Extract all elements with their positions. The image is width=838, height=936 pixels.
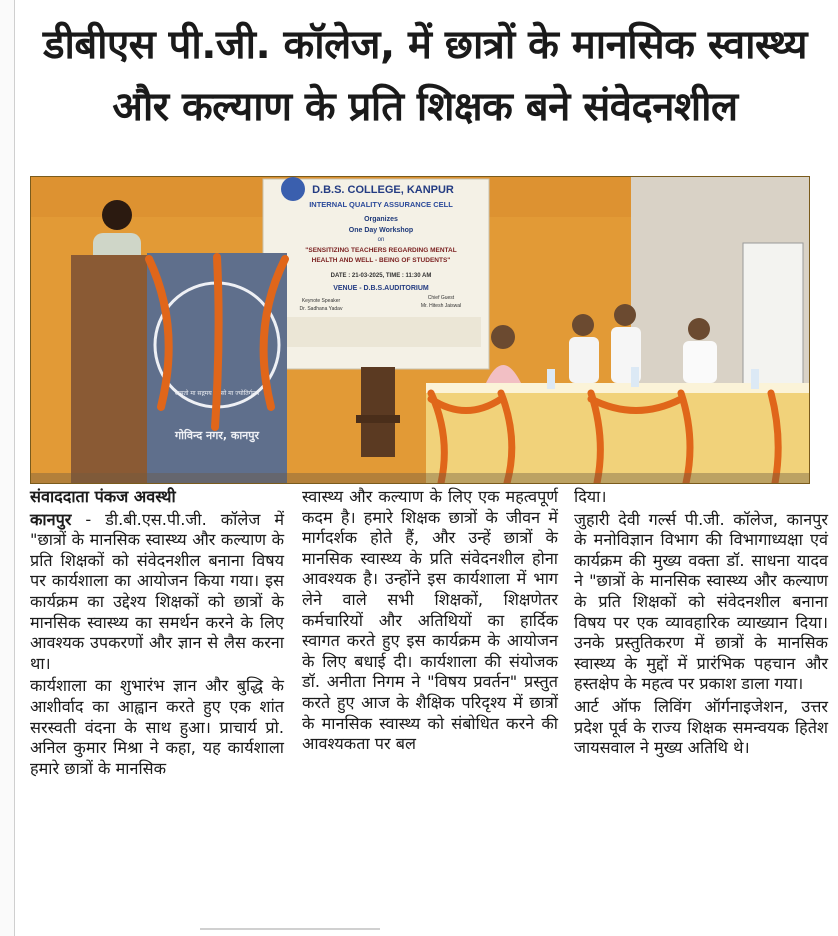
banner-topic-1: "SENSITIZING TEACHERS REGARDING MENTAL xyxy=(305,247,457,254)
headline-line-2: और कल्याण के प्रति शिक्षक बने संवेदनशील xyxy=(112,84,738,130)
dateline-place: कानपुर xyxy=(30,509,72,529)
banner-keynote-name: Dr. Sadhana Yadav xyxy=(299,306,343,312)
article-column-2 xyxy=(302,487,558,757)
photo-chair xyxy=(361,367,395,457)
banner-topic-2: HEALTH AND WELL - BEING OF STUDENTS" xyxy=(311,257,451,264)
banner-on: on xyxy=(377,237,385,243)
byline: संवाददाता पंकज अवस्थी xyxy=(30,487,176,506)
page-edge-strip xyxy=(0,0,15,936)
banner-cell: INTERNAL QUALITY ASSURANCE CELL xyxy=(309,200,453,209)
article-column-1 xyxy=(30,487,284,781)
banner-date: DATE : 21-03-2025, TIME : 11:30 AM xyxy=(330,273,432,279)
banner-venue: VENUE - D.B.S.AUDITORIUM xyxy=(333,285,429,292)
event-photo xyxy=(30,176,810,484)
article-body xyxy=(30,487,828,927)
headline xyxy=(22,14,828,138)
column-2-paragraph-1: स्वास्थ्य और कल्याण के लिए एक महत्वपूर्ण कदम है। हमारे शिक्षक छात्रों के जीवन में मार्गदर्शक होते हैं, और उन्हें छात्रों के मानसिक स्वास्थ्य के प्रति संवेदनशील होना आवश्यक है। उन्होंने इस कार्यशाला में भाग लेने वाले सभी शिक्षकों, शिक्षणेतर कर्मचारियों और अतिथियों का हार्दिक स्वागत करते हुए इस कार्यक्रम के आयोजन के लिए बधाई दी। कार्यशाला की संयोजक डॉ. अनीता निगम ने "विषय प्रवर्तन" प्रस्तुत करते हुए आज के शैक्षिक परिदृश्य में छात्रों के मानसिक स्वास्थ्य को संबोधित करने की आवश्यकता पर बल xyxy=(302,487,558,754)
banner-chief-guest-name: Mr. Hitesh Jaiswal xyxy=(420,303,462,309)
banner-workshop: One Day Workshop xyxy=(348,227,414,234)
column-1-paragraph-1: - डी.बी.एस.पी.जी. कॉलेज में "छात्रों के मानसिक स्वास्थ्य और कल्याण के प्रति शिक्षकों को संवेदनशील बनाना विषय पर कार्यशाला का आयोजन किया गया। इस कार्यक्रम का उद्देश्य शिक्षकों को छात्रों के मानसिक स्वास्थ्य का समर्थन करने के लिए आवश्यक उपकरणों और ज्ञान से लैस करना था। xyxy=(30,509,284,673)
podium-motto: असतो मा सद्गमय तमसो मा ज्योतिर्गमय xyxy=(174,390,260,397)
column-1-paragraph-2: कार्यशाला का शुभारंभ ज्ञान और बुद्धि के आशीर्वाद का आह्वान करते हुए एक शांत सरस्वती वंदना के साथ हुआ। प्राचार्य प्रो. अनिल कुमार मिश्रा ने कहा, यह कार्यशाला हमारे छात्रों के मानसिक xyxy=(30,676,284,778)
headline-line-1: डीबीएस पी.जी. कॉलेज, में छात्रों के मानसिक स्वास्थ्य xyxy=(43,22,807,68)
column-3-paragraph-2: जुहारी देवी गर्ल्स पी.जी. कॉलेज, कानपुर के मनोविज्ञान विभाग की विभागाध्यक्षा एवं कार्यक्रम की मुख्य वक्ता डॉ. साधना यादव ने "छात्रों के मानसिक स्वास्थ्य और कल्याण के प्रति शिक्षकों को संवेदनशील बनाना विषय पर एक व्यावहारिक व्याख्यान दिया। उनके प्रस्तुतिकरण में छात्रों के मानसिक स्वास्थ्य के मुद्दों में प्रारंभिक पहचान और हस्तक्षेप के महत्व पर प्रकाश डाला गया। xyxy=(574,509,828,694)
banner-college: D.B.S. COLLEGE, KANPUR xyxy=(312,184,454,196)
podium-place: गोविन्द नगर, कानपुर xyxy=(174,429,260,442)
column-3-paragraph-3: आर्ट ऑफ लिविंग ऑर्गनाइजेशन, उत्तर प्रदेश पूर्व के राज्य शिक्षक समन्वयक हितेश जायसवाल ने मुख्य अतिथि थे। xyxy=(574,696,828,758)
column-3-paragraph-1: दिया। xyxy=(574,487,607,506)
bottom-rule xyxy=(200,928,380,930)
photo-podium-wood xyxy=(71,255,153,483)
banner-organizes: Organizes xyxy=(364,216,398,223)
article-column-3 xyxy=(574,487,828,761)
banner-logo xyxy=(281,177,305,201)
banner-keynote: Keynote Speaker xyxy=(301,298,341,304)
event-photo-illustration xyxy=(31,177,809,483)
banner-chief-guest: Chief Guest xyxy=(427,295,455,301)
